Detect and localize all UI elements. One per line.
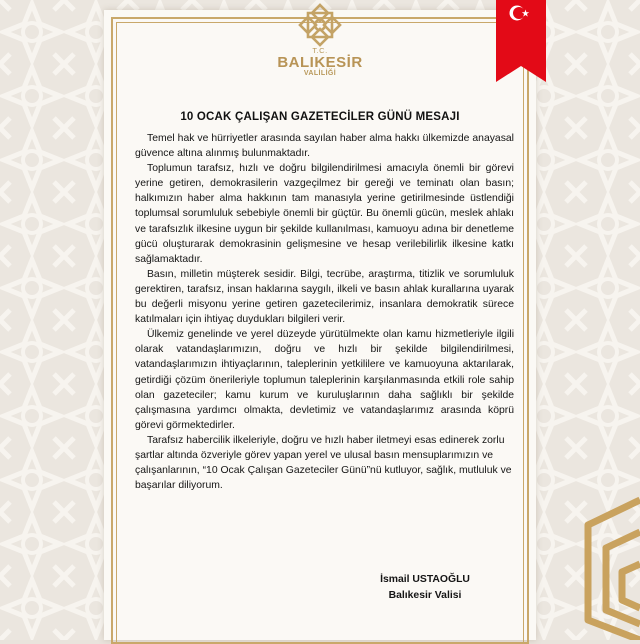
paragraph: Toplumun tarafsız, hızlı ve doğru bilgilendirilmesi amacıyla önemli bir görevi yerine getiren, demokrasilerin vazgeçilmez bir gereği ve teminatı olan basın; halkımızın haber alma hakkının tam manasıyla yerine getirilmesinde üstlendiği toplumsal sorumluluk sebebiyle önemli bir güçtür. Bu önemli gücün, meslek ahlakı ve tarafsızlık ilkesine uygun bir şekilde kullanılması, kamuoyu adına bir denetleme gücü oluşturarak demokrasinin gelişmesine ve hesap verilebilirlik ilkesine katkı sağlamaktadır.	[135, 163, 514, 265]
turkish-flag-ribbon-icon	[496, 0, 546, 82]
signatory-position: Balıkesir Valisi	[388, 590, 462, 601]
logo-office: VALİLİĞİ	[303, 70, 337, 77]
paragraph: Temel hak ve hürriyetler arasında sayılan haber alma hakkı ülkemizde anayasal güvence altına alınmış bulunmaktadır.	[135, 133, 514, 160]
signature-block	[340, 572, 510, 604]
paragraph: Tarafsız habercilik ilkeleriyle, doğru ve hızlı haber iletmeyi esas edinerek zorlu şartlar altında özveriyle görev yapan yerel ve ulusal basın mensuplarımızın ve çalışanlarının, “10 Ocak Çalışan Gazeteciler Günü”nü kutluyor, sağlık, mutluluk ve başarılar diliyorum.	[135, 434, 512, 492]
logo-city: BALIKESİR	[277, 54, 363, 71]
logo-prefix: T.C.	[312, 46, 328, 55]
message-body	[135, 131, 514, 493]
ornament-knot-icon	[297, 2, 343, 48]
signatory-name: İsmail USTAOĞLU	[380, 574, 470, 585]
paragraph: Ülkemiz genelinde ve yerel düzeyde yürütülmekte olan kamu hizmetleriyle ilgili olarak vatandaşlarımızın, doğru ve hızlı bir şekilde bilgilendirilmesi, vatandaşlarımızın ihtiyaçlarının, taleplerinin yetkililere ve kamuoyuna aktarılarak, getirdiği çözüm önerileriyle toplumun taleplerinin karşılanmasında etkili role sahip olan gazeteciler; kamu kurum ve kuruluşlarının daha sağlıklı bir şekilde çalışmasına yardımcı olmakta, devletimiz ve vatandaşlarımız arasında köprü görevi görmektedirler.	[135, 329, 514, 431]
paragraph: Basın, milletin müşterek sesidir. Bilgi, tecrübe, araştırma, titizlik ve sorumluluk gerektiren, tarafsız, insan haklarına saygılı, ilkeli ve basın ahlak kurallarına uyarak bu değerli misyonu yerine getiren gazetecilerimiz, insanlara demokratik sürece katılmaları için ihtiyaç duydukları bilgileri verir.	[135, 268, 514, 326]
governorship-logo	[274, 2, 366, 94]
document-title: 10 OCAK ÇALIŞAN GAZETECİLER GÜNÜ MESAJI	[180, 111, 460, 123]
gold-corner-ornament-icon	[548, 470, 640, 640]
